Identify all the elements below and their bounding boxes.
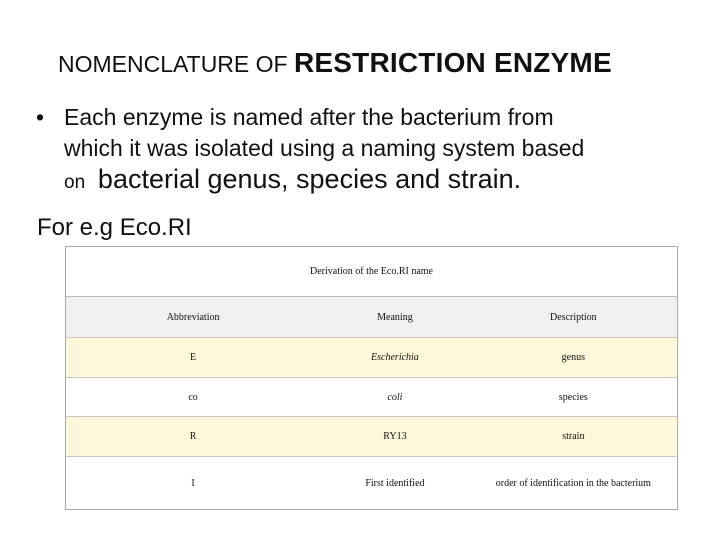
header-meaning: Meaning <box>377 311 413 323</box>
bullet-line-2: which it was isolated using a naming system based <box>64 135 585 161</box>
cell-meaning: Escherichia <box>371 352 419 363</box>
cell-meaning: coli <box>387 391 403 403</box>
bullet-dot-icon: • <box>36 104 45 130</box>
slide-title <box>58 47 612 79</box>
example-text: For e.g Eco.RI <box>37 214 192 241</box>
bullet-text <box>64 102 674 198</box>
header-abbreviation: Abbreviation <box>166 311 220 323</box>
title-part-2: RESTRICTION ENZYME <box>293 47 612 78</box>
cell-abbreviation: I <box>191 477 195 489</box>
cell-abbreviation: co <box>188 391 198 403</box>
cell-description: species <box>558 391 588 403</box>
cell-abbreviation: E <box>190 352 197 363</box>
cell-description: genus <box>561 352 586 363</box>
cell-meaning: RY13 <box>383 431 407 442</box>
table-header-row <box>66 297 677 338</box>
header-description: Description <box>550 311 597 323</box>
table-caption: Derivation of the Eco.RI name <box>66 247 677 297</box>
bullet-line-3-large: bacterial genus, species and strain. <box>97 164 522 194</box>
bullet-line-1: Each enzyme is named after the bacterium from <box>64 104 554 130</box>
table-row <box>66 338 677 378</box>
table-row <box>66 457 677 509</box>
bullet-line-3-small: on <box>64 172 86 193</box>
title-part-1: NOMENCLATURE OF <box>58 51 294 77</box>
table-row <box>66 378 677 417</box>
table-row <box>66 417 677 457</box>
cell-description: order of identification in the bacterium <box>495 477 651 489</box>
cell-meaning: First identified <box>365 477 425 489</box>
cell-abbreviation: R <box>189 431 197 442</box>
cell-description: strain <box>562 431 585 442</box>
derivation-table <box>65 246 678 510</box>
bullet-line-3 <box>64 164 674 198</box>
